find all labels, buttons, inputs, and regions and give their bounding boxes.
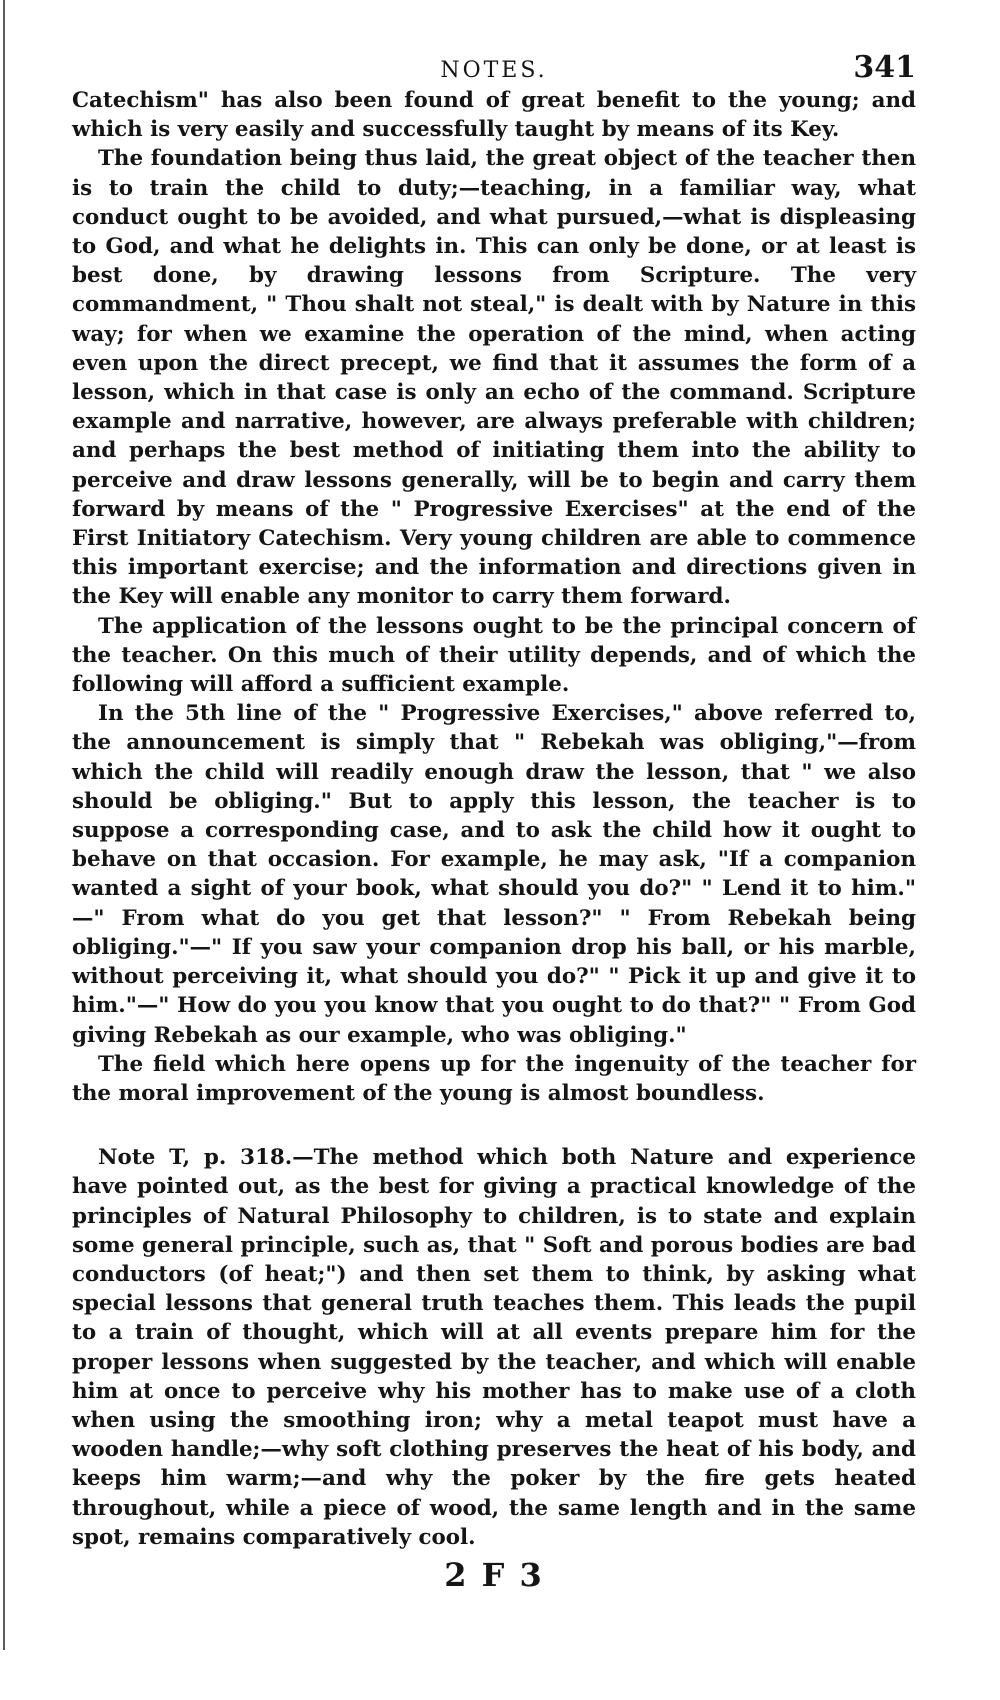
body-text <box>72 86 916 1552</box>
paragraph-ingenuity: The field which here opens up for the ingenuity of the teacher for the moral improvement of the young is almost boundless. <box>72 1051 916 1106</box>
signature-mark: 2 F 3 <box>444 1555 544 1594</box>
paragraph-progressive-exercises-example: In the 5th line of the " Progressive Exercises," above referred to, the announcement is simply that " Rebekah was obliging,"—from which the child will readily enough draw the lesson, that " we also should be obliging." But to apply this lesson, the teacher is to suppose a corresponding case, and to ask the child how it ought to behave on that occasion. For example, he may ask, "If a companion wanted a sight of your book, what should you do?" " Lend it to him." —" From what do you get that lesson?" " From Rebekah being obliging."—" If you saw your companion drop his ball, or his marble, without perceiving it, what should you do?" " Pick it up and give it to him."—" How do you you know that you ought to do that?" " From God giving Rebekah as our example, who was obliging." <box>72 701 916 1048</box>
paragraph-foundation: The foundation being thus laid, the great object of the teacher then is to train the child to duty;—teaching, in a familiar way, what conduct ought to be avoided, and what pursued,—what is displeasing to God, and what he delights in. This can only be done, or at least is best done, by drawing lessons from Scripture. The very commandment, " Thou shalt not steal," is dealt with by Nature in this way; for when we examine the operation of the mind, when acting even upon the direct precept, we find that it assumes the form of a lesson, which in that case is only an echo of the command. Scripture example and narrative, however, are always preferable with children; and perhaps the best method of initiating them into the ability to perceive and draw lessons generally, will be to begin and carry them forward by means of the " Progressive Exercises" at the end of the First Initiatory Catechism. Very young children are able to commence this important exercise; and the information and directions given in the Key will enable any monitor to carry them forward. <box>72 146 916 610</box>
book-page <box>72 42 916 1594</box>
running-head <box>72 42 916 86</box>
paragraph-application: The application of the lessons ought to be the principal concern of the teacher. On this much of their utility depends, and of which the following will afford a sufficient example. <box>72 613 916 698</box>
running-title: NOTES. <box>440 58 548 83</box>
paragraph-note-t: Note T, p. 318.—The method which both Nature and experience have pointed out, as the best for giving a practical knowledge of the principles of Natural Philosophy to children, is to state and explain some general principle, such as, that " Soft and porous bodies are bad conductors (of heat;") and then set them to think, by asking what special lessons that general truth teaches them. This leads the pupil to a train of thought, which will at all events prepare him for the proper lessons when suggested by the teacher, and which will enable him at once to perceive why his mother has to make use of a cloth when using the smoothing iron; why a metal teapot must have a wooden handle;—why soft clothing preserves the heat of his body, and keeps him warm;—and why the poker by the fire gets heated throughout, while a piece of wood, the same length and in the same spot, remains comparatively cool. <box>72 1145 916 1550</box>
scan-edge-rule <box>3 0 5 1650</box>
page-number: 341 <box>853 50 916 85</box>
paragraph-catechism-continuation: Catechism" has also been found of great benefit to the young; and which is very easily and successfully taught by means of its Key. <box>72 88 916 143</box>
